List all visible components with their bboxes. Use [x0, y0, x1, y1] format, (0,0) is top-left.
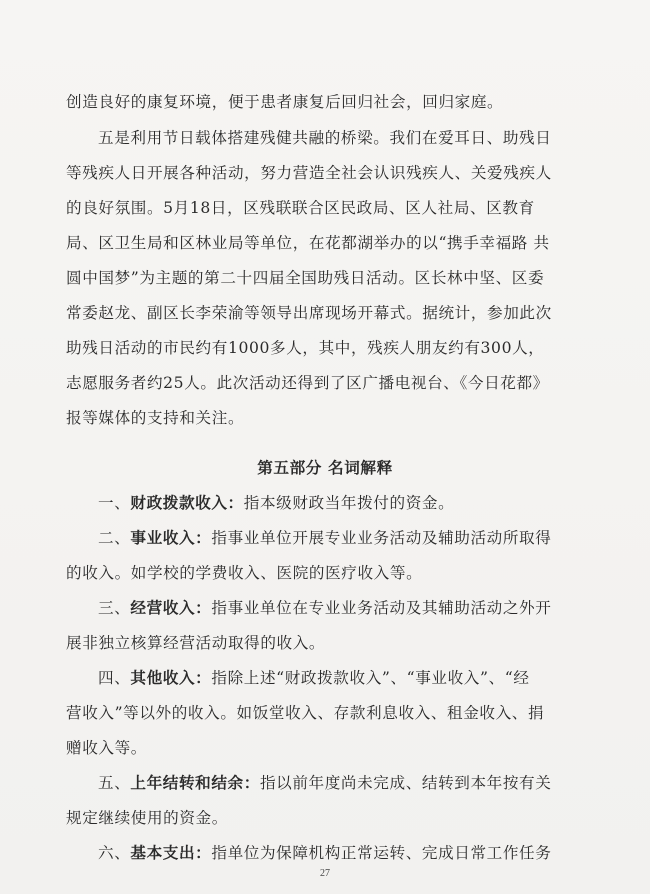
paragraph-line: 报等媒体的支持和关注。 — [66, 409, 245, 427]
definition-number: 四、 — [98, 669, 131, 687]
definition-number: 六、 — [98, 844, 131, 862]
paragraph-line: 常委赵龙、副区长李荣渝等领导出席现场开幕式。据统计，参加此次 — [66, 304, 552, 322]
paragraph-line: 圆中国梦”为主题的第二十四届全国助残日活动。区长林中坚、区委 — [66, 269, 545, 287]
definition-number: 二、 — [98, 529, 131, 547]
definition-text-line: 营收入”等以外的收入。如饭堂收入、存款利息收入、租金收入、捐 — [66, 704, 545, 722]
definition-text: 指以前年度尚未完成、结转到本年按有关 — [259, 774, 552, 792]
definition-text: 指单位为保障机构正常运转、完成日常工作任务 — [211, 844, 552, 862]
definition-text-line: 展非独立核算经营活动取得的收入。 — [66, 634, 326, 652]
paragraph-line: 等残疾人日开展各种活动，努力营造全社会认识残疾人、关爱残疾人 — [66, 164, 552, 182]
paragraph-line: 五是利用节日载体搭建残健共融的桥梁。我们在爱耳日、助残日 — [98, 129, 552, 147]
definition-term: 事业收入： — [130, 528, 212, 547]
definition-item — [98, 528, 586, 550]
definition-text-line: 规定继续使用的资金。 — [66, 809, 228, 827]
paragraph-line: 局、区卫生局和区林业局等单位，在花都湖举办的以“携手幸福路 共 — [66, 234, 550, 252]
definition-text-line: 赠收入等。 — [66, 739, 147, 757]
paragraph-line: 志愿服务者约25人。此次活动还得到了区广播电视台、《今日花都》 — [66, 374, 549, 392]
definition-term: 其他收入： — [130, 668, 212, 687]
definition-text: 指本级财政当年拨付的资金。 — [243, 494, 455, 512]
definition-item — [98, 598, 586, 620]
definition-item — [98, 493, 586, 515]
definition-term: 财政拨款收入： — [130, 493, 244, 512]
definition-term: 经营收入： — [130, 598, 212, 617]
definition-term: 基本支出： — [130, 843, 212, 862]
definition-term: 上年结转和结余： — [130, 773, 260, 792]
paragraph-line: 的良好氛围。5月18日，区残联联合区民政局、区人社局、区教育 — [66, 199, 535, 217]
definition-number: 五、 — [98, 774, 131, 792]
section-heading: 第五部分 名词解释 — [257, 458, 393, 477]
definition-number: 一、 — [98, 494, 131, 512]
definition-text: 指事业单位开展专业业务活动及辅助活动所取得 — [211, 529, 552, 547]
definition-number: 三、 — [98, 599, 131, 617]
definition-text: 指除上述“财政拨款收入”、“事业收入”、“经 — [211, 669, 530, 687]
page-number: 27 — [320, 868, 330, 879]
definition-text: 指事业单位在专业业务活动及其辅助活动之外开 — [211, 599, 552, 617]
definition-item — [98, 773, 586, 795]
paragraph-line: 助残日活动的市民约有1000多人，其中，残疾人朋友约有300人， — [66, 339, 545, 357]
definition-item — [98, 843, 586, 865]
definition-item — [98, 668, 586, 690]
definition-text-line: 的收入。如学校的学费收入、医院的医疗收入等。 — [66, 564, 423, 582]
paragraph-line: 创造良好的康复环境，便于患者康复后回归社会，回归家庭。 — [66, 93, 504, 111]
